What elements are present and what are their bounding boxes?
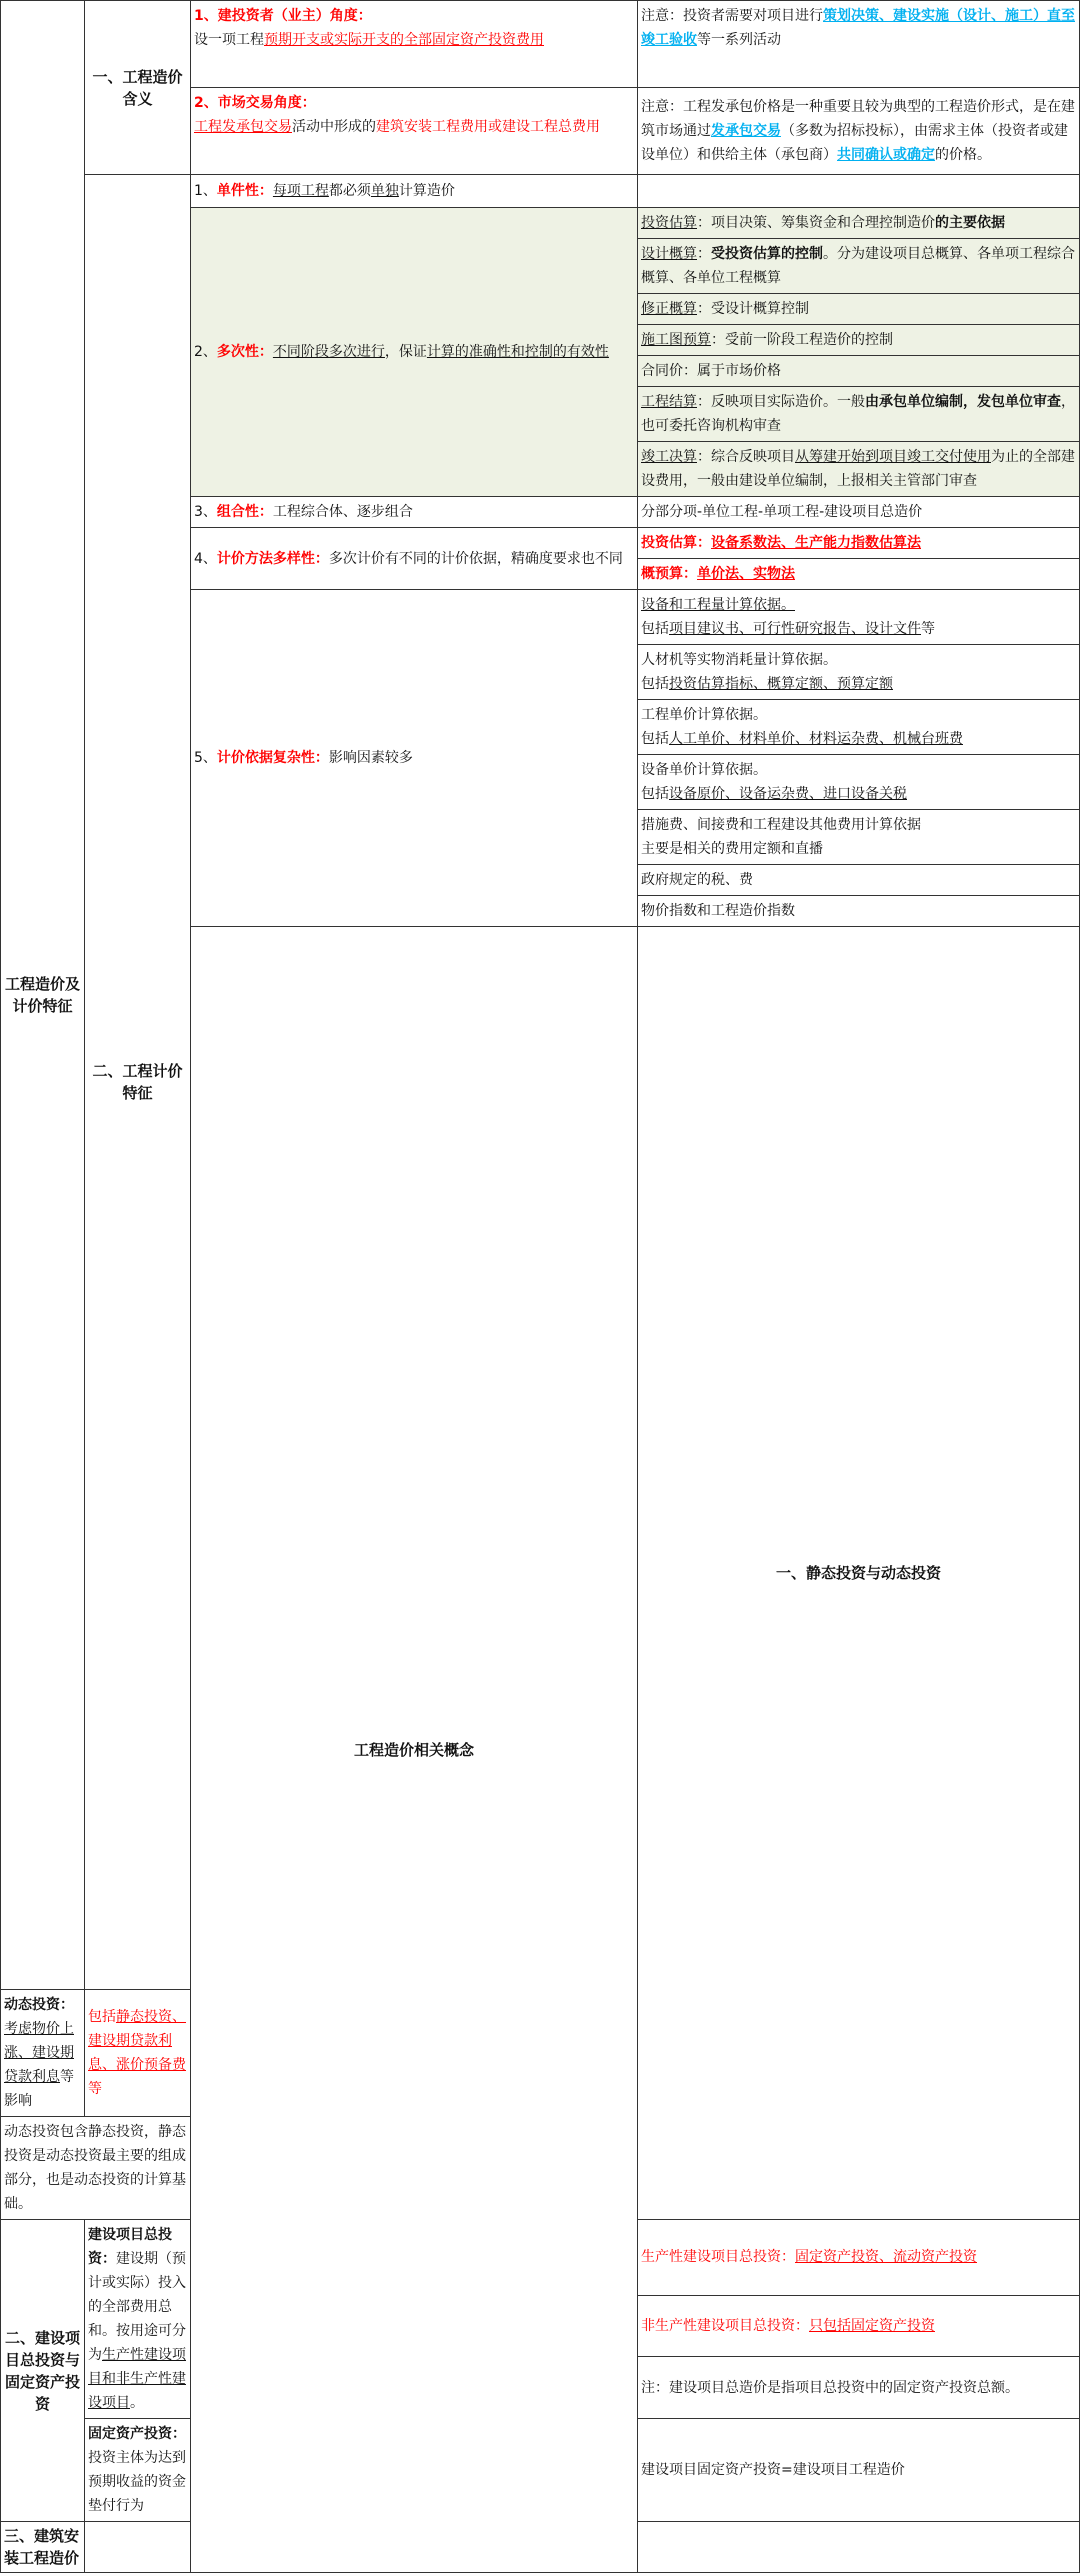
stage-final-accounts: 竣工决算：综合反映项目从筹建开始到项目竣工交付使用为止的全部建设费用，一般由建设单位编制，上报相关主管部门审查 xyxy=(638,442,1080,497)
feature-uniqueness: 1、单件性：每项工程都必须单独计算造价 xyxy=(191,175,638,208)
static-dynamic-note: 动态投资包含静态投资，静态投资是动态投资最主要的组成部分，也是动态投资的计算基础。 xyxy=(1,2117,191,2220)
investor-perspective-cell: 1、建投资者（业主）角度： 设一项工程预期开支或实际开支的全部固定资产投资费用 xyxy=(191,1,638,88)
empty-cell xyxy=(638,2522,1080,2573)
stage-contract-price: 合同价：属于市场价格 xyxy=(638,356,1080,387)
stage-project-settlement: 工程结算：反映项目实际造价。一般由承包单位编制，发包单位审查，也可委托咨询机构审查 xyxy=(638,387,1080,442)
category-related-concepts: 工程造价相关概念 xyxy=(191,927,638,2573)
feature-composition: 3、组合性：工程综合体、逐步组合 xyxy=(191,497,638,528)
market-perspective-cell: 2、市场交易角度： 工程发承包交易活动中形成的建筑安装工程费用或建设工程总费用 xyxy=(191,88,638,175)
stage-construction-budget: 施工图预算：受前一阶段工程造价的控制 xyxy=(638,325,1080,356)
nonproductive-project-investment: 非生产性建设项目总投资：只包括固定资产投资 xyxy=(638,2295,1080,2357)
stage-investment-estimate: 投资估算：项目决策、筹集资金和合理控制造价的主要依据 xyxy=(638,208,1080,239)
basis-consumption: 人材机等实物消耗量计算依据。 包括投资估算指标、概算定额、预算定额 xyxy=(638,645,1080,700)
basis-price-index: 物价指数和工程造价指数 xyxy=(638,896,1080,927)
basis-measure-fees: 措施费、间接费和工程建设其他费用计算依据 主要是相关的费用定额和直播 xyxy=(638,810,1080,865)
empty-cell xyxy=(85,2522,191,2573)
basis-unit-price: 工程单价计算依据。 包括人工单价、材料单价、材料运杂费、机械台班费 xyxy=(638,700,1080,755)
dynamic-investment-scope: 包括静态投资、建设期贷款利息、涨价预备费等 xyxy=(85,1990,191,2117)
subcategory-installation-cost: 三、建筑安装工程造价 xyxy=(1,2522,85,2573)
subcategory-cost-definition: 一、工程造价含义 xyxy=(85,1,191,175)
total-cost-note: 注：建设项目总造价是指项目总投资中的固定资产投资总额。 xyxy=(638,2357,1080,2419)
basis-taxes: 政府规定的税、费 xyxy=(638,865,1080,896)
subcategory-static-dynamic: 一、静态投资与动态投资 xyxy=(638,927,1080,2220)
stage-revised-estimate: 修正概算：受设计概算控制 xyxy=(638,294,1080,325)
composition-hierarchy: 分部分项-单位工程-单项工程-建设项目总造价 xyxy=(638,497,1080,528)
fixed-asset-equation: 建设项目固定资产投资=建设项目工程造价 xyxy=(638,2419,1080,2522)
basis-quantity: 设备和工程量计算依据。 包括项目建议书、可行性研究报告、设计文件等 xyxy=(638,590,1080,645)
method-investment-estimate: 投资估算：设备系数法、生产能力指数估算法 xyxy=(638,528,1080,559)
productive-project-investment: 生产性建设项目总投资：固定资产投资、流动资产投资 xyxy=(638,2220,1080,2296)
empty-cell xyxy=(638,175,1080,208)
investor-note-cell: 注意：投资者需要对项目进行策划决策、建设实施（设计、施工）直至竣工验收等一系列活动 xyxy=(638,1,1080,88)
feature-method-diversity: 4、计价方法多样性：多次计价有不同的计价依据，精确度要求也不同 xyxy=(191,528,638,590)
dynamic-investment: 动态投资：考虑物价上涨、建设期贷款利息等影响 xyxy=(1,1990,85,2117)
fixed-asset-investment: 固定资产投资：投资主体为达到预期收益的资金垫付行为 xyxy=(85,2419,191,2522)
subcategory-total-fixed-investment: 二、建设项目总投资与固定资产投资 xyxy=(1,2220,85,2522)
subcategory-pricing-features: 二、工程计价特征 xyxy=(85,175,191,1990)
basis-equipment-price: 设备单价计算依据。 包括设备原价、设备运杂费、进口设备关税 xyxy=(638,755,1080,810)
market-note-cell: 注意：工程发承包价格是一种重要且较为典型的工程造价形式，是在建筑市场通过发承包交易（多数为招标投标），由需求主体（投资者或建设单位）和供给主体（承包商）共同确认或确定的价格。 xyxy=(638,88,1080,175)
feature-basis-complexity: 5、计价依据复杂性：影响因素较多 xyxy=(191,590,638,927)
stage-design-estimate: 设计概算：受投资估算的控制。分为建设项目总概算、各单项工程综合概算、各单位工程概算 xyxy=(638,239,1080,294)
category-pricing-features: 工程造价及计价特征 xyxy=(1,1,85,1990)
total-project-investment: 建设项目总投资：建设期（预计或实际）投入的全部费用总和。按用途可分为生产性建设项目和非生产性建设项目。 xyxy=(85,2220,191,2419)
feature-multiplicity: 2、多次性：不同阶段多次进行，保证计算的准确性和控制的有效性 xyxy=(191,208,638,497)
method-budget-estimate: 概预算：单价法、实物法 xyxy=(638,559,1080,590)
